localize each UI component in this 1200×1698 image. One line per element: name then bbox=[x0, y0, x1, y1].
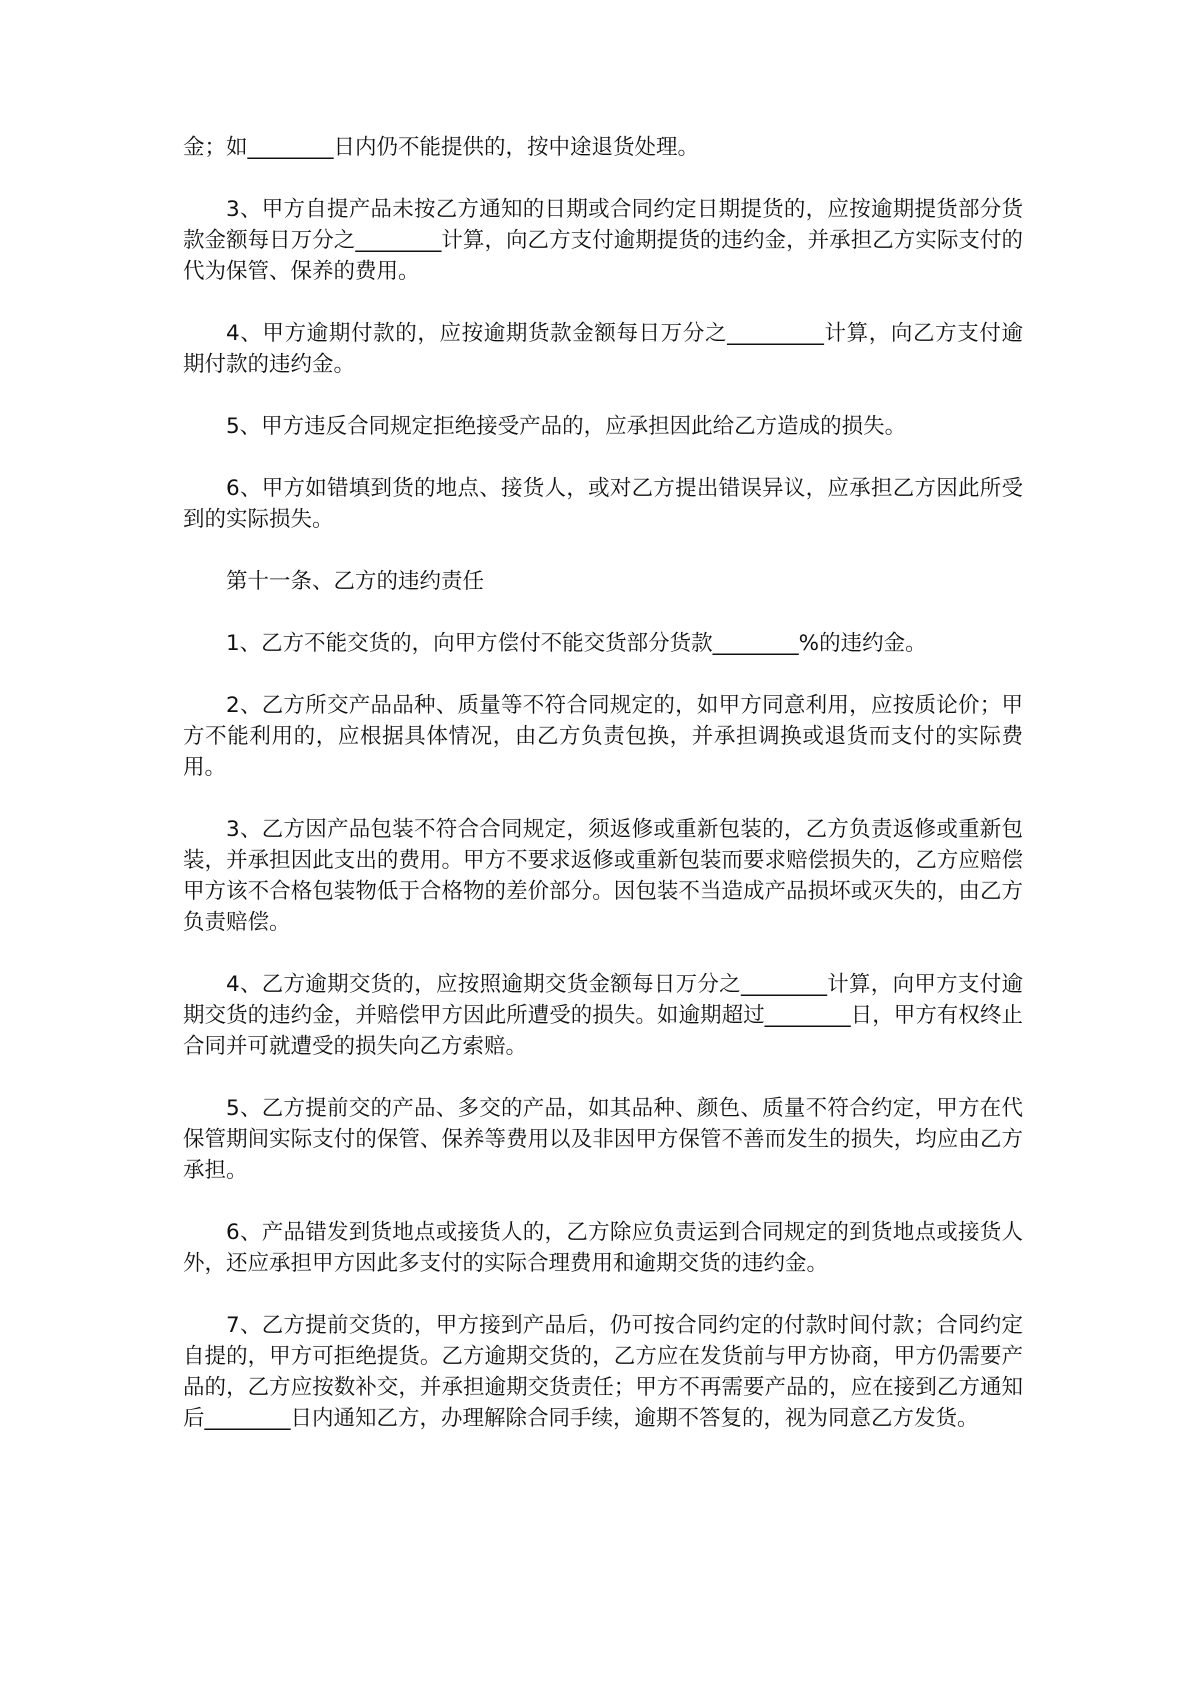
clause-10-6: 6、甲方如错填到货的地点、接货人，或对乙方提出错误异议，应承担乙方因此所受到的实际损失。 bbox=[183, 476, 1023, 532]
clause-11-4: 4、乙方逾期交货的，应按照逾期交货金额每日万分之________计算，向甲方支付逾期交货的违约金，并赔偿甲方因此所遭受的损失。如逾期超过________日，甲方有权终止合同并可就遭受的损失向乙方索赔。 bbox=[183, 972, 1023, 1059]
paragraph-continuation: 金；如________日内仍不能提供的，按中途退货处理。 bbox=[183, 135, 700, 160]
clause-10-4: 4、甲方逾期付款的，应按逾期货款金额每日万分之_________计算，向乙方支付逾期付款的违约金。 bbox=[183, 321, 1023, 377]
clause-11-7: 7、乙方提前交货的，甲方接到产品后，仍可按合同约定的付款时间付款；合同约定自提的，甲方可拒绝提货。乙方逾期交货的，乙方应在发货前与甲方协商，甲方仍需要产品的，乙方应按数补交，并承担逾期交货责任；甲方不再需要产品的，应在接到乙方通知后________日内通知乙方，办理解除合同手续，逾期不答复的，视为同意乙方发货。 bbox=[183, 1313, 1023, 1431]
clause-11-6: 6、产品错发到货地点或接货人的，乙方除应负责运到合同规定的到货地点或接货人外，还应承担甲方因此多支付的实际合理费用和逾期交货的违约金。 bbox=[183, 1220, 1023, 1276]
clause-11-5: 5、乙方提前交的产品、多交的产品，如其品种、颜色、质量不符合约定，甲方在代保管期间实际支付的保管、保养等费用以及非因甲方保管不善而发生的损失，均应由乙方承担。 bbox=[183, 1096, 1023, 1183]
clause-11-1: 1、乙方不能交货的，向甲方偿付不能交货部分货款________%的违约金。 bbox=[226, 631, 927, 656]
article-11-heading: 第十一条、乙方的违约责任 bbox=[226, 569, 485, 594]
clause-10-5: 5、甲方违反合同规定拒绝接受产品的，应承担因此给乙方造成的损失。 bbox=[226, 414, 907, 439]
clause-11-2: 2、乙方所交产品品种、质量等不符合同规定的，如甲方同意利用，应按质论价；甲方不能利用的，应根据具体情况，由乙方负责包换，并承担调换或退货而支付的实际费用。 bbox=[183, 693, 1023, 780]
clause-10-3: 3、甲方自提产品未按乙方通知的日期或合同约定日期提货的，应按逾期提货部分货款金额每日万分之________计算，向乙方支付逾期提货的违约金，并承担乙方实际支付的代为保管、保养的费用。 bbox=[183, 197, 1023, 284]
clause-11-3: 3、乙方因产品包装不符合合同规定，须返修或重新包装的，乙方负责返修或重新包装，并承担因此支出的费用。甲方不要求返修或重新包装而要求赔偿损失的，乙方应赔偿甲方该不合格包装物低于合格物的差价部分。因包装不当造成产品损坏或灭失的，由乙方负责赔偿。 bbox=[183, 817, 1023, 935]
document-page bbox=[183, 132, 1023, 1434]
